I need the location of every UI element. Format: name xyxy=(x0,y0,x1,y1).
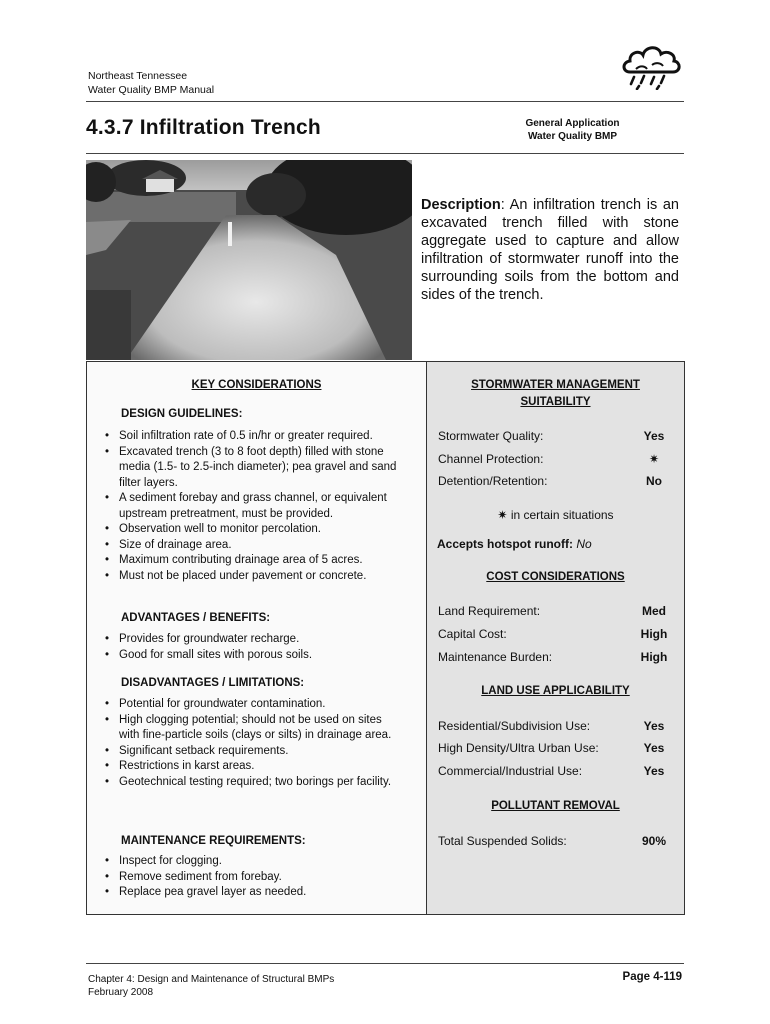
row-value: High xyxy=(640,650,668,664)
list-item: • Good for small sites with porous soils. xyxy=(103,648,413,664)
row-value: Yes xyxy=(643,719,665,733)
row-label: Residential/Subdivision Use: xyxy=(438,719,591,733)
land-use-row xyxy=(438,764,674,778)
header-line-1: Northeast Tennessee xyxy=(88,70,188,82)
row-label: High Density/Ultra Urban Use: xyxy=(438,741,599,755)
land-use-row xyxy=(438,719,674,733)
list-item: • Replace pea gravel layer as needed. xyxy=(103,885,403,901)
land-use-row xyxy=(438,741,674,755)
list-item: • Geotechnical testing required; two borings per facility. xyxy=(103,775,393,791)
list-item: • Remove sediment from forebay. xyxy=(103,870,403,886)
row-value: Yes xyxy=(643,429,665,443)
list-item: • High clogging potential; should not be used on sites with fine-particle soils (clays or silts) in drainage area. xyxy=(103,713,393,744)
asterisk-icon: ✷ xyxy=(648,452,660,466)
row-value: Med xyxy=(642,604,666,618)
disadvantages-list xyxy=(103,697,393,790)
header-divider xyxy=(86,101,684,102)
list-item: • Size of drainage area. xyxy=(103,538,413,554)
suitability-row xyxy=(438,452,674,466)
hotspot-value: No xyxy=(576,537,592,551)
description-label: Description xyxy=(421,197,501,213)
row-label: Channel Protection: xyxy=(438,452,544,466)
row-label: Detention/Retention: xyxy=(438,474,548,488)
list-item: • Inspect for clogging. xyxy=(103,854,403,870)
row-label: Capital Cost: xyxy=(438,627,507,641)
key-considerations-title: KEY CONSIDERATIONS xyxy=(191,379,322,391)
row-label: Total Suspended Solids: xyxy=(438,834,567,848)
row-value: Yes xyxy=(643,764,665,778)
general-line-2: Water Quality BMP xyxy=(527,131,618,142)
cost-title: COST CONSIDERATIONS xyxy=(486,571,625,583)
description-text: : An infiltration trench is an excavated trench filled with stone aggregate used to capture and allow infiltration of stormwater runoff into the surrounding soils from the bottom and sides of the trench. xyxy=(421,197,679,303)
row-value: Yes xyxy=(643,741,665,755)
list-item: • Soil infiltration rate of 0.5 in/hr or greater required. xyxy=(103,429,413,445)
row-value: No xyxy=(646,474,662,488)
pollutant-row xyxy=(438,834,674,848)
row-label: Maintenance Burden: xyxy=(438,650,553,664)
row-label: Land Requirement: xyxy=(438,604,541,618)
pollutant-removal-title: POLLUTANT REMOVAL xyxy=(491,800,620,812)
footer-line-2: February 2008 xyxy=(88,987,154,998)
design-guidelines-list xyxy=(103,429,413,584)
page-title: 4.3.7 Infiltration Trench xyxy=(86,116,321,139)
suitability-row xyxy=(438,429,674,443)
advantages-list xyxy=(103,632,413,663)
row-label: Stormwater Quality: xyxy=(438,429,544,443)
general-line-1: General Application xyxy=(525,118,620,129)
infiltration-trench-photo xyxy=(86,160,412,360)
row-value: 90% xyxy=(641,834,667,848)
asterisk-icon: ✷ xyxy=(497,508,508,522)
cost-row xyxy=(438,604,674,618)
header-line-2: Water Quality BMP Manual xyxy=(88,84,215,96)
suitability-row xyxy=(438,474,674,488)
description-paragraph xyxy=(421,196,679,304)
maintenance-list xyxy=(103,854,403,901)
list-item: • Significant setback requirements. xyxy=(103,744,393,760)
advantages-heading: ADVANTAGES / BENEFITS: xyxy=(121,612,271,624)
design-guidelines-heading: DESIGN GUIDELINES: xyxy=(121,408,243,420)
title-divider xyxy=(86,153,684,154)
list-item: • Observation well to monitor percolation. xyxy=(103,522,413,538)
row-label: Commercial/Industrial Use: xyxy=(438,764,583,778)
cost-row xyxy=(438,650,674,664)
note-text: in certain situations xyxy=(510,508,614,522)
hotspot-label: Accepts hotspot runoff: xyxy=(437,537,573,551)
suitability-title-2: SUITABILITY xyxy=(520,396,591,408)
list-item: • Maximum contributing drainage area of 5 acres. xyxy=(103,553,413,569)
suitability-note xyxy=(426,508,685,522)
cost-row xyxy=(438,627,674,641)
list-item: • Must not be placed under pavement or concrete. xyxy=(103,569,413,585)
footer-divider xyxy=(86,963,684,964)
list-item: • Restrictions in karst areas. xyxy=(103,759,393,775)
list-item: • A sediment forebay and grass channel, or equivalent upstream pretreatment, must be provided. xyxy=(103,491,413,522)
list-item: • Excavated trench (3 to 8 foot depth) filled with stone media (1.5- to 2.5-inch diameter); pea gravel and sand filter layers. xyxy=(103,445,413,492)
hotspot-runoff xyxy=(437,537,592,551)
land-use-title: LAND USE APPLICABILITY xyxy=(481,685,630,697)
disadvantages-heading: DISADVANTAGES / LIMITATIONS: xyxy=(121,677,305,689)
rain-cloud-icon xyxy=(620,42,682,90)
footer-chapter xyxy=(88,973,334,999)
list-item: • Potential for groundwater contamination. xyxy=(103,697,393,713)
suitability-title-1: STORMWATER MANAGEMENT xyxy=(471,379,640,391)
header-manual-title xyxy=(88,69,214,97)
footer-line-1: Chapter 4: Design and Maintenance of Structural BMPs xyxy=(88,974,335,985)
maintenance-heading: MAINTENANCE REQUIREMENTS: xyxy=(121,835,306,847)
page-number: Page 4-119 xyxy=(622,971,682,983)
list-item: • Provides for groundwater recharge. xyxy=(103,632,413,648)
general-application-label xyxy=(500,117,645,143)
row-value: High xyxy=(640,627,668,641)
